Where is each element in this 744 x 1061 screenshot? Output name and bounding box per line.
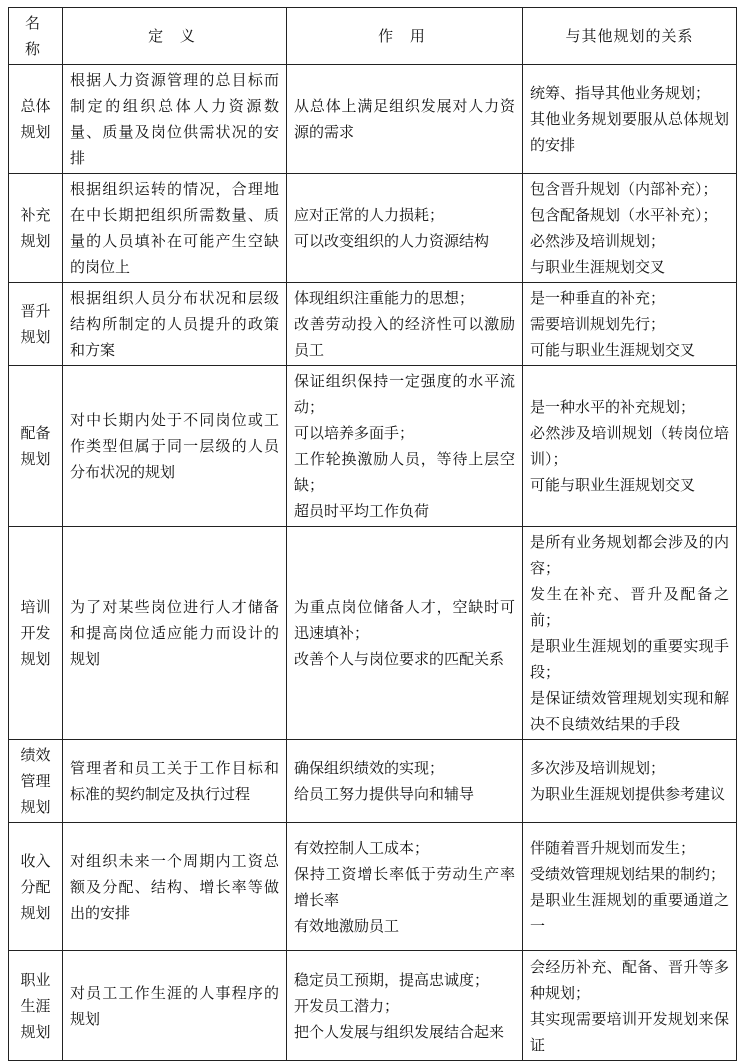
role-line: 稳定员工预期，提高忠诚度；: [294, 970, 490, 989]
definition-cell: [63, 366, 287, 527]
role-line: 可以改变组织的人力资源结构: [294, 232, 490, 250]
role-cell: [287, 823, 523, 951]
name-cell: [9, 527, 63, 740]
role-line: 保证组织保持一定强度的水平流动；: [294, 372, 515, 416]
relation-line: 其实现需要培训开发规划来保证: [530, 1009, 729, 1054]
definition-cell: [63, 174, 287, 283]
relation-line: 伴随着晋升规划而发生；: [530, 838, 696, 857]
name-line: 职业: [20, 970, 51, 989]
role-line: 应对正常的人力损耗；: [294, 206, 445, 224]
hr-planning-table: [8, 7, 737, 1061]
relation-cell: [523, 951, 737, 1061]
header-role: 作 用: [287, 8, 523, 65]
role-line: 给员工努力提供导向和辅导: [294, 785, 475, 803]
name-cell: [9, 283, 63, 366]
name-line: 规划: [20, 450, 51, 468]
relation-cell: [523, 366, 737, 527]
relation-line: 是一种水平的补充规划；: [530, 398, 696, 416]
name-line: 管理: [20, 772, 51, 790]
definition-line: 根据人力资源管理的总目标而制定的组织总体人力资源数量、质量及岗位供需状况的安排: [70, 71, 279, 167]
name-cell: [9, 740, 63, 823]
relation-line: 发生在补充、晋升及配备之前；: [530, 585, 729, 629]
role-cell: [287, 366, 523, 527]
role-cell: [287, 65, 523, 174]
table-row: [9, 527, 737, 740]
role-line: 体现组织注重能力的思想；: [294, 289, 475, 307]
header-name: 名 称: [9, 8, 63, 65]
name-line: 开发: [20, 624, 51, 642]
relation-line: 统筹、指导其他业务规划；: [530, 84, 711, 102]
role-line: 有效控制人工成本；: [294, 838, 430, 857]
relation-line: 其他业务规划要服从总体规划的安排: [530, 110, 729, 154]
name-line: 规划: [20, 903, 51, 922]
name-line: 生涯: [20, 996, 51, 1015]
relation-line: 与职业生涯规划交叉: [530, 258, 666, 276]
definition-cell: [63, 283, 287, 366]
role-cell: [287, 740, 523, 823]
role-line: 把个人发展与组织发展结合起来: [294, 1022, 505, 1041]
name-line: 收入: [20, 851, 51, 870]
relation-line: 包含晋升规划（内部补充）；: [530, 180, 718, 198]
table-row: [9, 174, 737, 283]
table-row: [9, 283, 737, 366]
role-line: 保持工资增长率低于劳动生产率增长率: [294, 864, 515, 909]
name-line: 分配: [20, 877, 51, 896]
relation-line: 包含配备规划（水平补充）；: [530, 206, 718, 224]
relation-line: 多次涉及培训规划；: [530, 759, 666, 777]
table-row: [9, 366, 737, 527]
name-line: 规划: [20, 123, 51, 141]
name-cell: [9, 823, 63, 951]
role-cell: [287, 527, 523, 740]
table-row: [9, 740, 737, 823]
name-line: 补充: [20, 206, 51, 224]
relation-line: 为职业生涯规划提供参考建议: [530, 785, 726, 803]
definition-line: 根据组织人员分布状况和层级结构所制定的人员提升的政策和方案: [70, 289, 279, 359]
relation-line: 是职业生涯规划的重要通道之一: [530, 890, 729, 935]
definition-cell: [63, 65, 287, 174]
header-definition: 定 义: [63, 8, 287, 65]
table-row: [9, 65, 737, 174]
name-line: 规划: [20, 1022, 51, 1041]
table-row: [9, 951, 737, 1061]
relation-line: 受绩效管理规划结果的制约；: [530, 864, 726, 883]
name-line: 绩效: [20, 746, 51, 764]
relation-line: 可能与职业生涯规划交叉: [530, 476, 696, 494]
relation-cell: [523, 527, 737, 740]
relation-line: 会经历补充、配备、晋升等多种规划；: [530, 957, 729, 1002]
definition-cell: [63, 740, 287, 823]
header-relation: 与其他规划的关系: [523, 8, 737, 65]
relation-line: 可能与职业生涯规划交叉: [530, 341, 696, 359]
role-line: 工作轮换激励人员，等待上层空缺；: [294, 450, 515, 494]
definition-cell: [63, 527, 287, 740]
definition-line: 根据组织运转的情况，合理地在中长期把组织所需数量、质量的人员填补在可能产生空缺的岗位上: [70, 180, 279, 276]
role-line: 确保组织绩效的实现；: [294, 759, 445, 777]
name-line: 规划: [20, 328, 51, 346]
definition-cell: [63, 951, 287, 1061]
relation-cell: [523, 283, 737, 366]
relation-line: 必然涉及培训规划；: [530, 232, 666, 250]
name-line: 规划: [20, 232, 51, 250]
role-line: 改善劳动投入的经济性可以激励员工: [294, 315, 515, 359]
relation-cell: [523, 65, 737, 174]
role-cell: [287, 951, 523, 1061]
relation-line: 是所有业务规划都会涉及的内容；: [530, 533, 729, 577]
relation-cell: [523, 174, 737, 283]
relation-line: 必然涉及培训规划（转岗位培训）；: [530, 424, 729, 468]
role-cell: [287, 283, 523, 366]
definition-line: 对组织未来一个周期内工资总额及分配、结构、增长率等做出的安排: [70, 851, 279, 922]
name-cell: [9, 366, 63, 527]
relation-cell: [523, 740, 737, 823]
name-cell: [9, 65, 63, 174]
name-line: 规划: [20, 650, 51, 668]
name-line: 配备: [20, 424, 51, 442]
role-line: 从总体上满足组织发展对人力资源的需求: [294, 97, 515, 141]
definition-line: 对中长期内处于不同岗位或工作类型但属于同一层级的人员分布状况的规划: [70, 411, 279, 481]
header-row: [9, 8, 737, 65]
relation-line: 是保证绩效管理规划实现和解决不良绩效结果的手段: [530, 689, 729, 733]
name-line: 规划: [20, 798, 51, 816]
role-line: 可以培养多面手；: [294, 424, 415, 442]
relation-cell: [523, 823, 737, 951]
name-line: 培训: [20, 598, 51, 616]
definition-line: 对员工工作生涯的人事程序的规划: [70, 983, 279, 1028]
name-cell: [9, 951, 63, 1061]
role-line: 超员时平均工作负荷: [294, 502, 430, 520]
relation-line: 是职业生涯规划的重要实现手段；: [530, 637, 729, 681]
role-line: 有效地激励员工: [294, 916, 400, 935]
role-line: 开发员工潜力；: [294, 996, 400, 1015]
role-line: 改善个人与岗位要求的匹配关系: [294, 650, 505, 668]
name-line: 总体: [20, 97, 51, 115]
definition-line: 管理者和员工关于工作目标和标准的契约制定及执行过程: [70, 759, 279, 803]
relation-line: 是一种垂直的补充；: [530, 289, 666, 307]
table-body: [9, 65, 737, 1061]
definition-line: 为了对某些岗位进行人才储备和提高岗位适应能力而设计的规划: [70, 598, 279, 668]
role-line: 为重点岗位储备人才，空缺时可迅速填补；: [294, 598, 515, 642]
name-cell: [9, 174, 63, 283]
table-row: [9, 823, 737, 951]
relation-line: 需要培训规划先行；: [530, 315, 666, 333]
definition-cell: [63, 823, 287, 951]
name-line: 晋升: [20, 302, 51, 320]
role-cell: [287, 174, 523, 283]
